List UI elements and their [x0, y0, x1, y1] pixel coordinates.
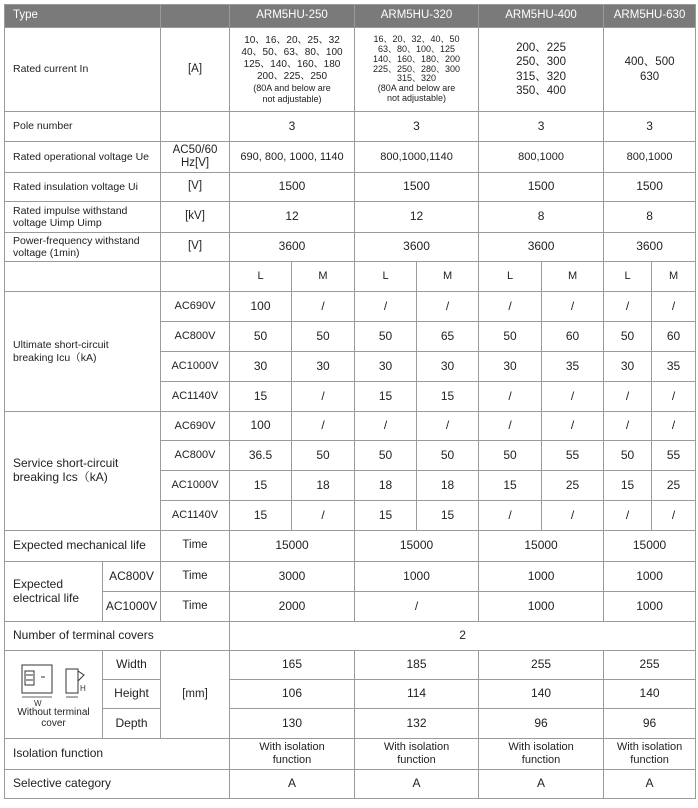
- icu-value: /: [292, 382, 355, 412]
- isolation-label: Isolation function: [5, 739, 230, 770]
- icu-value: 30: [479, 352, 542, 382]
- ics-value: 25: [542, 471, 604, 501]
- electrical-life-value: 1000: [604, 562, 696, 592]
- ics-value: /: [652, 501, 696, 531]
- power-frequency-value: 3600: [230, 233, 355, 262]
- impulse-voltage-value: 12: [230, 202, 355, 233]
- caption-line: Without terminal: [17, 706, 90, 718]
- ics-label: [5, 412, 161, 531]
- selective-category-value: A: [355, 770, 479, 799]
- model-header: ARM5HU-400: [479, 5, 604, 28]
- label-line: breaking Ics（kA): [13, 470, 108, 484]
- ics-value: 50: [479, 441, 542, 471]
- electrical-life-voltage: AC800V: [103, 562, 161, 592]
- label-line: voltage Uimp Uimp: [13, 217, 102, 229]
- power-frequency-value: 3600: [479, 233, 604, 262]
- icu-value: 30: [292, 352, 355, 382]
- pole-number-unit: [161, 112, 230, 142]
- insulation-voltage-row: [5, 173, 696, 202]
- dimension-diagram-cell: [5, 651, 103, 739]
- isolation-value: [479, 739, 604, 770]
- icu-value: 50: [479, 322, 542, 352]
- ics-value: 15: [479, 471, 542, 501]
- lm-label: M: [652, 262, 696, 292]
- icu-value: /: [604, 382, 652, 412]
- ics-value: 15: [230, 501, 292, 531]
- dimension-value: 140: [479, 680, 604, 709]
- label-line: electrical life: [13, 590, 80, 605]
- electrical-life-row: [5, 592, 696, 622]
- pole-number-row: [5, 112, 696, 142]
- dimension-unit: [mm]: [161, 651, 230, 739]
- icu-value: /: [417, 292, 479, 322]
- impulse-voltage-value: 8: [479, 202, 604, 233]
- value-line: 630: [639, 70, 660, 83]
- icu-value: 35: [542, 352, 604, 382]
- insulation-voltage-value: 1500: [604, 173, 696, 202]
- icu-value: 15: [355, 382, 417, 412]
- label-line: voltage (1min): [13, 247, 80, 259]
- ics-value: 15: [417, 501, 479, 531]
- rated-current-400-text: [481, 41, 601, 99]
- lm-blank: [5, 262, 161, 292]
- dimension-value: 96: [604, 709, 696, 739]
- ics-value: 50: [604, 441, 652, 471]
- rated-current-250-text: [232, 35, 352, 105]
- impulse-voltage-value: 12: [355, 202, 479, 233]
- icu-value: 65: [417, 322, 479, 352]
- rated-current-row: [5, 28, 696, 112]
- ics-value: 15: [355, 501, 417, 531]
- ics-value: /: [542, 501, 604, 531]
- insulation-voltage-unit: [V]: [161, 173, 230, 202]
- power-frequency-value: 3600: [604, 233, 696, 262]
- insulation-voltage-label: Rated insulation voltage Ui: [5, 173, 161, 202]
- icu-row: [5, 292, 696, 322]
- ics-value: 55: [652, 441, 696, 471]
- pole-number-value: 3: [479, 112, 604, 142]
- electrical-life-label: [5, 562, 103, 622]
- value-note: not adjustable): [262, 93, 322, 104]
- value-line: 16、20、32、40、50: [373, 33, 460, 44]
- dimension-name: Depth: [103, 709, 161, 739]
- icu-value: 30: [417, 352, 479, 382]
- isolation-value: [230, 739, 355, 770]
- ics-value: /: [417, 412, 479, 441]
- electrical-life-value: 1000: [479, 562, 604, 592]
- impulse-voltage-row: [5, 202, 696, 233]
- value-note: (80A and below are: [377, 83, 456, 94]
- operational-voltage-label: Rated operational voltage Ue: [5, 142, 161, 173]
- power-frequency-label: [5, 233, 161, 262]
- electrical-life-unit: Time: [161, 562, 230, 592]
- ics-value: 18: [417, 471, 479, 501]
- mechanical-life-row: [5, 531, 696, 562]
- dimension-value: 165: [230, 651, 355, 680]
- caption-line: cover: [41, 717, 66, 729]
- electrical-life-value: 2000: [230, 592, 355, 622]
- model-header: ARM5HU-320: [355, 5, 479, 28]
- value-line: 125、140、160、180: [243, 58, 341, 70]
- ics-value: 50: [355, 441, 417, 471]
- label-line: Power-frequency withstand: [13, 234, 140, 247]
- ics-value: 50: [292, 441, 355, 471]
- ics-value: 18: [292, 471, 355, 501]
- dimension-value: 114: [355, 680, 479, 709]
- ics-voltage: AC690V: [161, 412, 230, 441]
- dimension-name: Width: [103, 651, 161, 680]
- dimension-value: 255: [479, 651, 604, 680]
- insulation-voltage-value: 1500: [479, 173, 604, 202]
- electrical-life-row: [5, 562, 696, 592]
- operational-voltage-value: 690, 800, 1000, 1140: [230, 142, 355, 173]
- value-line: 200、225、250: [256, 70, 328, 82]
- icu-voltage: AC690V: [161, 292, 230, 322]
- icu-value: 30: [355, 352, 417, 382]
- header-blank: [161, 5, 230, 28]
- ics-value: 36.5: [230, 441, 292, 471]
- pole-number-value: 3: [604, 112, 696, 142]
- ics-value: 18: [355, 471, 417, 501]
- dimension-caption: [17, 707, 89, 729]
- value-line: 315、320: [397, 73, 437, 84]
- label-line: Service short-circuit: [13, 456, 119, 471]
- icu-value: 60: [542, 322, 604, 352]
- ics-value: 50: [417, 441, 479, 471]
- isolation-row: [5, 739, 696, 770]
- rated-current-320: [355, 28, 479, 112]
- electrical-life-value: 3000: [230, 562, 355, 592]
- label-line: Expected: [13, 576, 64, 591]
- selective-category-label: Selective category: [5, 770, 230, 799]
- mechanical-life-unit: Time: [161, 531, 230, 562]
- dimension-value: 140: [604, 680, 696, 709]
- icu-value: /: [542, 382, 604, 412]
- lm-label: L: [355, 262, 417, 292]
- electrical-life-value: 1000: [479, 592, 604, 622]
- label-line: breaking Icu（kA): [13, 351, 97, 364]
- icu-value: /: [604, 292, 652, 322]
- model-header: ARM5HU-250: [230, 5, 355, 28]
- power-frequency-value: 3600: [355, 233, 479, 262]
- icu-value: /: [652, 382, 696, 412]
- lm-label: M: [542, 262, 604, 292]
- rated-current-unit: [A]: [161, 28, 230, 112]
- electrical-life-unit: Time: [161, 592, 230, 622]
- dimension-value: 96: [479, 709, 604, 739]
- dimension-value: 130: [230, 709, 355, 739]
- value-line: 140、160、180、200: [372, 53, 461, 64]
- terminal-covers-value: 2: [230, 622, 696, 651]
- ics-value: /: [292, 501, 355, 531]
- value-line: 10、16、20、25、32: [244, 34, 340, 46]
- power-frequency-row: [5, 233, 696, 262]
- icu-value: 35: [652, 352, 696, 382]
- ics-value: /: [604, 412, 652, 441]
- icu-value: 50: [292, 322, 355, 352]
- operational-voltage-value: 800,1000,1140: [355, 142, 479, 173]
- lm-label: M: [417, 262, 479, 292]
- unit-line: Hz[V]: [180, 157, 210, 169]
- rated-current-630: [604, 28, 696, 112]
- terminal-covers-label: Number of terminal covers: [5, 622, 230, 651]
- electrical-life-value: 1000: [355, 562, 479, 592]
- unit-line: AC50/60: [172, 143, 218, 156]
- value-note: not adjustable): [387, 93, 447, 104]
- mechanical-life-value: 15000: [355, 531, 479, 562]
- lm-blank: [161, 262, 230, 292]
- terminal-covers-row: [5, 622, 696, 651]
- value-line: function: [272, 754, 312, 766]
- value-line: 315、320: [516, 70, 566, 83]
- operational-voltage-value: 800,1000: [604, 142, 696, 173]
- value-line: 200、225: [516, 41, 566, 54]
- value-line: 63、80、100、125: [377, 43, 456, 54]
- label-line: Rated impulse withstand: [13, 204, 128, 217]
- ics-value: /: [292, 412, 355, 441]
- mechanical-life-value: 15000: [604, 531, 696, 562]
- dimension-value: 185: [355, 651, 479, 680]
- insulation-voltage-value: 1500: [230, 173, 355, 202]
- width-marker-label: W: [33, 698, 42, 707]
- icu-label: [5, 292, 161, 412]
- operational-voltage-value: 800,1000: [479, 142, 604, 173]
- lm-header-row: [5, 262, 696, 292]
- value-line: 350、400: [516, 84, 566, 97]
- icu-value: 30: [230, 352, 292, 382]
- label-line: Ultimate short-circuit: [13, 339, 109, 352]
- electrical-life-value: 1000: [604, 592, 696, 622]
- icu-value: 50: [230, 322, 292, 352]
- ics-value: 100: [230, 412, 292, 441]
- model-header: ARM5HU-630: [604, 5, 696, 28]
- dimension-row: [5, 680, 696, 709]
- selective-category-value: A: [230, 770, 355, 799]
- selective-category-value: A: [604, 770, 696, 799]
- value-line: function: [397, 754, 436, 766]
- breaker-outline-icon: [14, 661, 94, 707]
- type-header: Type: [5, 5, 161, 28]
- electrical-life-value: /: [355, 592, 479, 622]
- value-line: 225、250、280、300: [372, 63, 461, 74]
- isolation-value: [355, 739, 479, 770]
- icu-value: 50: [604, 322, 652, 352]
- icu-value: /: [292, 292, 355, 322]
- value-line: 40、50、63、80、100: [241, 46, 343, 58]
- icu-value: /: [355, 292, 417, 322]
- value-line: function: [630, 754, 669, 766]
- dimension-value: 106: [230, 680, 355, 709]
- value-line: With isolation: [383, 741, 450, 754]
- impulse-voltage-label: [5, 202, 161, 233]
- value-line: 250、300: [516, 56, 566, 69]
- ics-row: [5, 412, 696, 441]
- icu-value: /: [542, 292, 604, 322]
- icu-value: /: [652, 292, 696, 322]
- isolation-value: [604, 739, 696, 770]
- icu-value: /: [479, 382, 542, 412]
- icu-value: 50: [355, 322, 417, 352]
- selective-category-value: A: [479, 770, 604, 799]
- ics-voltage: AC1140V: [161, 501, 230, 531]
- ics-value: 55: [542, 441, 604, 471]
- icu-value: 30: [604, 352, 652, 382]
- ics-value: 15: [604, 471, 652, 501]
- mechanical-life-label: Expected mechanical life: [5, 531, 161, 562]
- mechanical-life-value: 15000: [479, 531, 604, 562]
- operational-voltage-row: [5, 142, 696, 173]
- dimension-value: 255: [604, 651, 696, 680]
- spec-table: [4, 4, 696, 799]
- ics-value: 25: [652, 471, 696, 501]
- value-line: function: [521, 754, 561, 766]
- dimension-name: Height: [103, 680, 161, 709]
- icu-value: 60: [652, 322, 696, 352]
- ics-value: /: [479, 412, 542, 441]
- icu-value: 15: [417, 382, 479, 412]
- lm-label: M: [292, 262, 355, 292]
- ics-value: /: [355, 412, 417, 441]
- ics-value: /: [604, 501, 652, 531]
- dimension-value: 132: [355, 709, 479, 739]
- icu-voltage: AC800V: [161, 322, 230, 352]
- value-line: With isolation: [616, 741, 683, 754]
- ics-voltage: AC800V: [161, 441, 230, 471]
- impulse-voltage-unit: [kV]: [161, 202, 230, 233]
- rated-current-250: [230, 28, 355, 112]
- insulation-voltage-value: 1500: [355, 173, 479, 202]
- value-line: With isolation: [508, 741, 574, 754]
- dimension-diagram: [7, 661, 100, 729]
- rated-current-400: [479, 28, 604, 112]
- value-line: With isolation: [259, 741, 325, 754]
- icu-voltage: AC1000V: [161, 352, 230, 382]
- lm-label: L: [479, 262, 542, 292]
- rated-current-630-text: [606, 55, 693, 84]
- header-row: [5, 5, 696, 28]
- height-marker-label: H: [79, 683, 86, 693]
- pole-number-label: Pole number: [5, 112, 161, 142]
- ics-value: /: [652, 412, 696, 441]
- value-note: (80A and below are: [253, 82, 331, 93]
- rated-current-label: Rated current In: [5, 28, 161, 112]
- ics-value: /: [479, 501, 542, 531]
- lm-label: L: [230, 262, 292, 292]
- rated-current-320-text: [357, 35, 476, 104]
- pole-number-value: 3: [230, 112, 355, 142]
- dimension-row: [5, 709, 696, 739]
- ics-voltage: AC1000V: [161, 471, 230, 501]
- dimension-row: [5, 651, 696, 680]
- ics-value: 15: [230, 471, 292, 501]
- value-line: 400、500: [624, 56, 675, 69]
- power-frequency-unit: [V]: [161, 233, 230, 262]
- icu-value: 15: [230, 382, 292, 412]
- operational-voltage-unit: [161, 142, 230, 173]
- lm-label: L: [604, 262, 652, 292]
- electrical-life-voltage: AC1000V: [103, 592, 161, 622]
- pole-number-value: 3: [355, 112, 479, 142]
- mechanical-life-value: 15000: [230, 531, 355, 562]
- icu-voltage: AC1140V: [161, 382, 230, 412]
- icu-value: 100: [230, 292, 292, 322]
- selective-category-row: [5, 770, 696, 799]
- impulse-voltage-value: 8: [604, 202, 696, 233]
- ics-value: /: [542, 412, 604, 441]
- icu-value: /: [479, 292, 542, 322]
